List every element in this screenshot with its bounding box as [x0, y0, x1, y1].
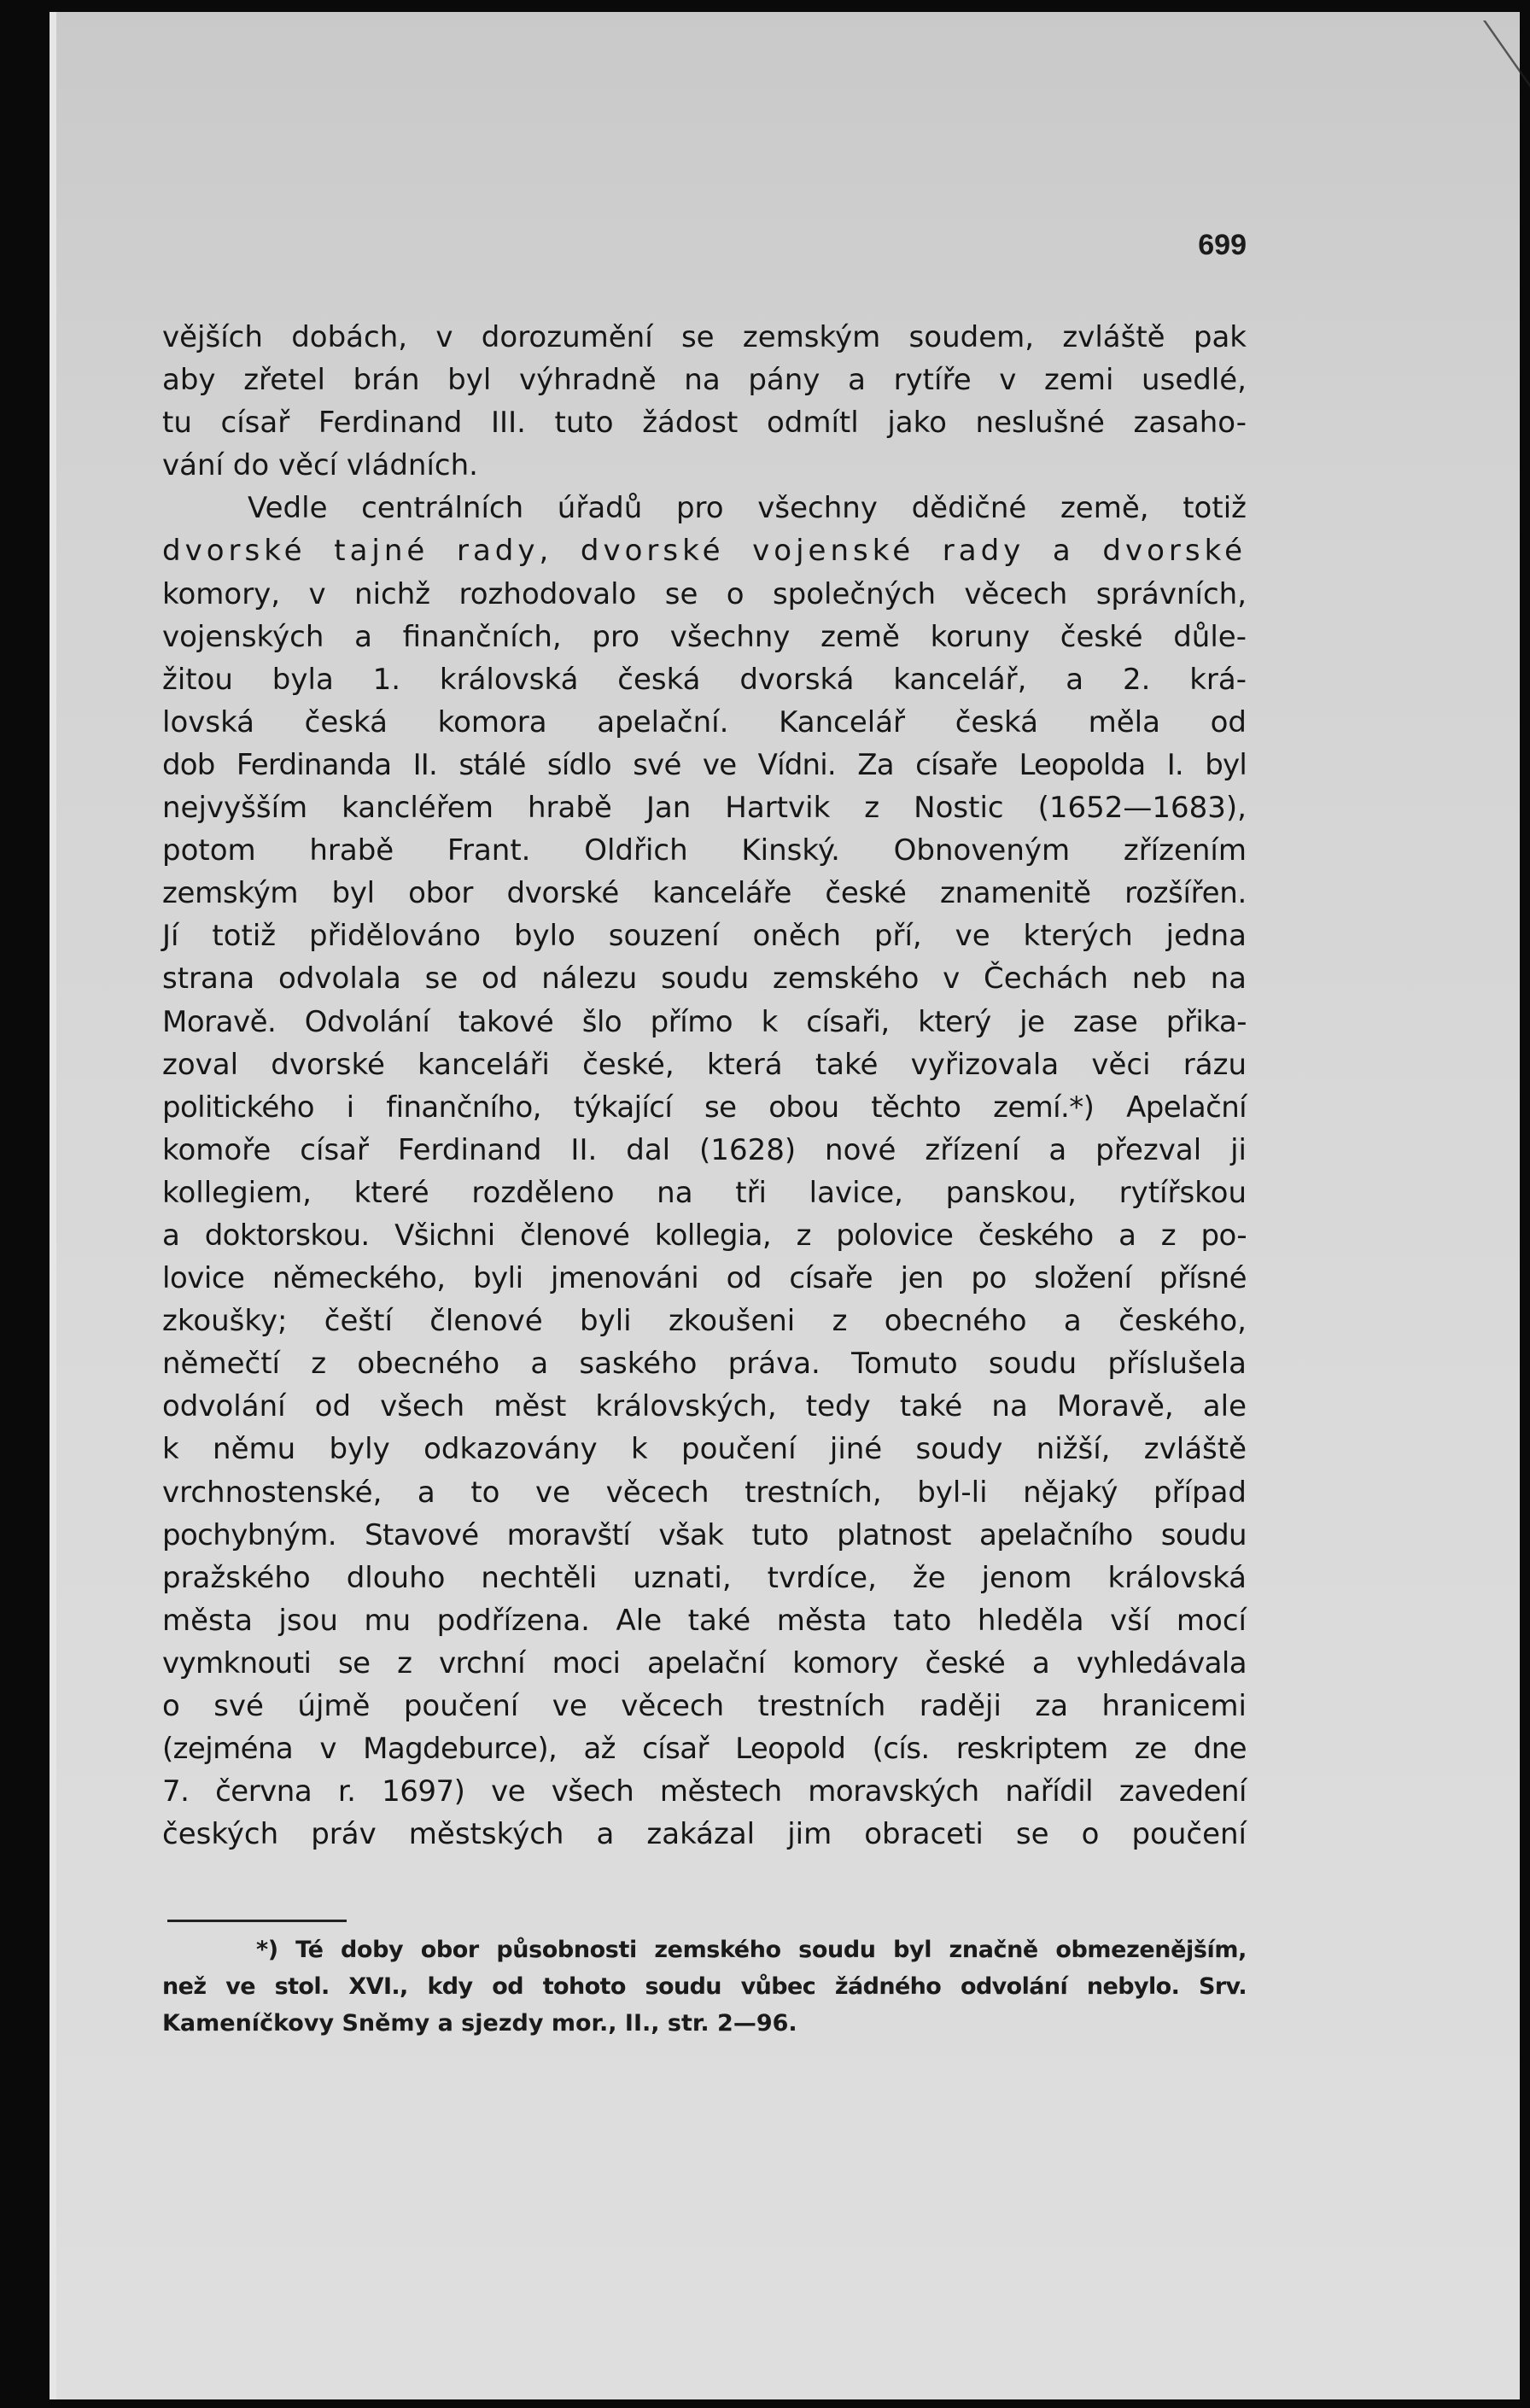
- body-line: lovice německého, byli jmenováni od císaře jen po složení přísné: [162, 1261, 1247, 1296]
- footnote-line: než ve stol. XVI., kdy od tohoto soudu vůbec žádného odvolání nebylo. Srv.: [162, 1973, 1247, 2000]
- footnote: [162, 1932, 1247, 2042]
- body-line: Vedle centrálních úřadů pro všechny dědičné země, totiž: [248, 491, 1247, 526]
- body-line: Jí totiž přidělováno bylo souzení oněch pří, ve kterých jedna: [162, 919, 1247, 954]
- body-text: [162, 316, 1247, 1856]
- body-line: vrchnostenské, a to ve věcech trestních, byl-li nějaký případ: [162, 1475, 1247, 1510]
- body-line: vojenských a finančních, pro všechny země koruny české důle-: [162, 619, 1247, 654]
- body-line: lovská česká komora apelační. Kancelář česká měla od: [162, 704, 1247, 739]
- body-line: o své újmě poučení ve věcech trestních raději za hranicemi: [162, 1689, 1247, 1723]
- body-line: k němu byly odkazovány k poučení jiné soudy nižší, zvláště: [162, 1432, 1247, 1467]
- body-line: němečtí z obecného a saského práva. Tomuto soudu příslušela: [162, 1347, 1247, 1382]
- body-line: politického i finančního, týkající se obou těchto zemí.*) Apelační: [162, 1090, 1247, 1125]
- body-line: vymknouti se z vrchní moci apelační komory české a vyhledávala: [162, 1645, 1247, 1680]
- body-line: zemským byl obor dvorské kanceláře české znamenitě rozšířen.: [162, 876, 1247, 911]
- body-line: pochybným. Stavové moravští však tuto platnost apelačního soudu: [162, 1517, 1247, 1552]
- body-line: komory, v nichž rozhodovalo se o společných věcech správních,: [162, 576, 1247, 611]
- body-line: strana odvolala se od nálezu soudu zemského v Čechách neb na: [162, 961, 1247, 997]
- footnote-separator: [167, 1920, 347, 1922]
- body-line: (zejména v Magdeburce), až císař Leopold (cís. reskriptem ze dne: [162, 1732, 1247, 1767]
- body-line: vání do věcí vládních.: [162, 448, 478, 483]
- page-number: 699: [1198, 229, 1247, 261]
- body-line: města jsou mu podřízena. Ale také města tato hleděla vší mocí: [162, 1603, 1247, 1638]
- body-line: tu císař Ferdinand III. tuto žádost odmítl jako neslušné zasaho-: [162, 406, 1247, 441]
- body-line: dob Ferdinanda II. stálé sídlo své ve Vídni. Za císaře Leopolda I. byl: [162, 747, 1247, 782]
- body-line: nejvyšším kancléřem hrabě Jan Hartvik z Nostic (1652—1683),: [162, 791, 1247, 826]
- body-line: 7. června r. 1697) ve všech městech moravských nařídil zavedení: [162, 1774, 1247, 1809]
- body-line: pražského dlouho nechtěli uznati, tvrdíce, že jenom královská: [162, 1560, 1247, 1595]
- body-line: zoval dvorské kanceláři české, která také vyřizovala věci rázu: [162, 1047, 1247, 1082]
- body-line: komoře císař Ferdinand II. dal (1628) nové zřízení a přezval ji: [162, 1132, 1247, 1167]
- footnote-line: *) Té doby obor působnosti zemského soudu byl značně obmezenějším,: [256, 1937, 1247, 1963]
- body-line: aby zřetel brán byl výhradně na pány a rytíře v zemi usedlé,: [162, 363, 1247, 398]
- body-line: zkoušky; čeští členové byli zkoušeni z obecného a českého,: [162, 1304, 1247, 1339]
- body-line: českých práv městských a zakázal jim obraceti se o poučení: [162, 1817, 1247, 1852]
- body-line: kollegiem, které rozděleno na tři lavice, panskou, rytířskou: [162, 1175, 1247, 1210]
- body-line: Moravě. Odvolání takové šlo přímo k císaři, který je zase přika-: [162, 1004, 1247, 1039]
- body-line: dvorské tajné rady, dvorské vojenské rady a dvorské: [162, 534, 1247, 569]
- body-line: vějších dobách, v dorozumění se zemským soudem, zvláště pak: [162, 320, 1247, 354]
- footnote-line: Kameníčkovy Sněmy a sjezdy mor., II., str. 2—96.: [162, 2010, 797, 2037]
- body-line: odvolání od všech měst královských, tedy také na Moravě, ale: [162, 1389, 1247, 1424]
- body-line: a doktorskou. Všichni členové kollegia, z polovice českého a z po-: [162, 1218, 1247, 1253]
- body-line: žitou byla 1. královská česká dvorská kancelář, a 2. krá-: [162, 662, 1247, 697]
- body-line: potom hrabě Frant. Oldřich Kinský. Obnoveným zřízením: [162, 833, 1247, 868]
- page-corner-curl: [1432, 20, 1530, 89]
